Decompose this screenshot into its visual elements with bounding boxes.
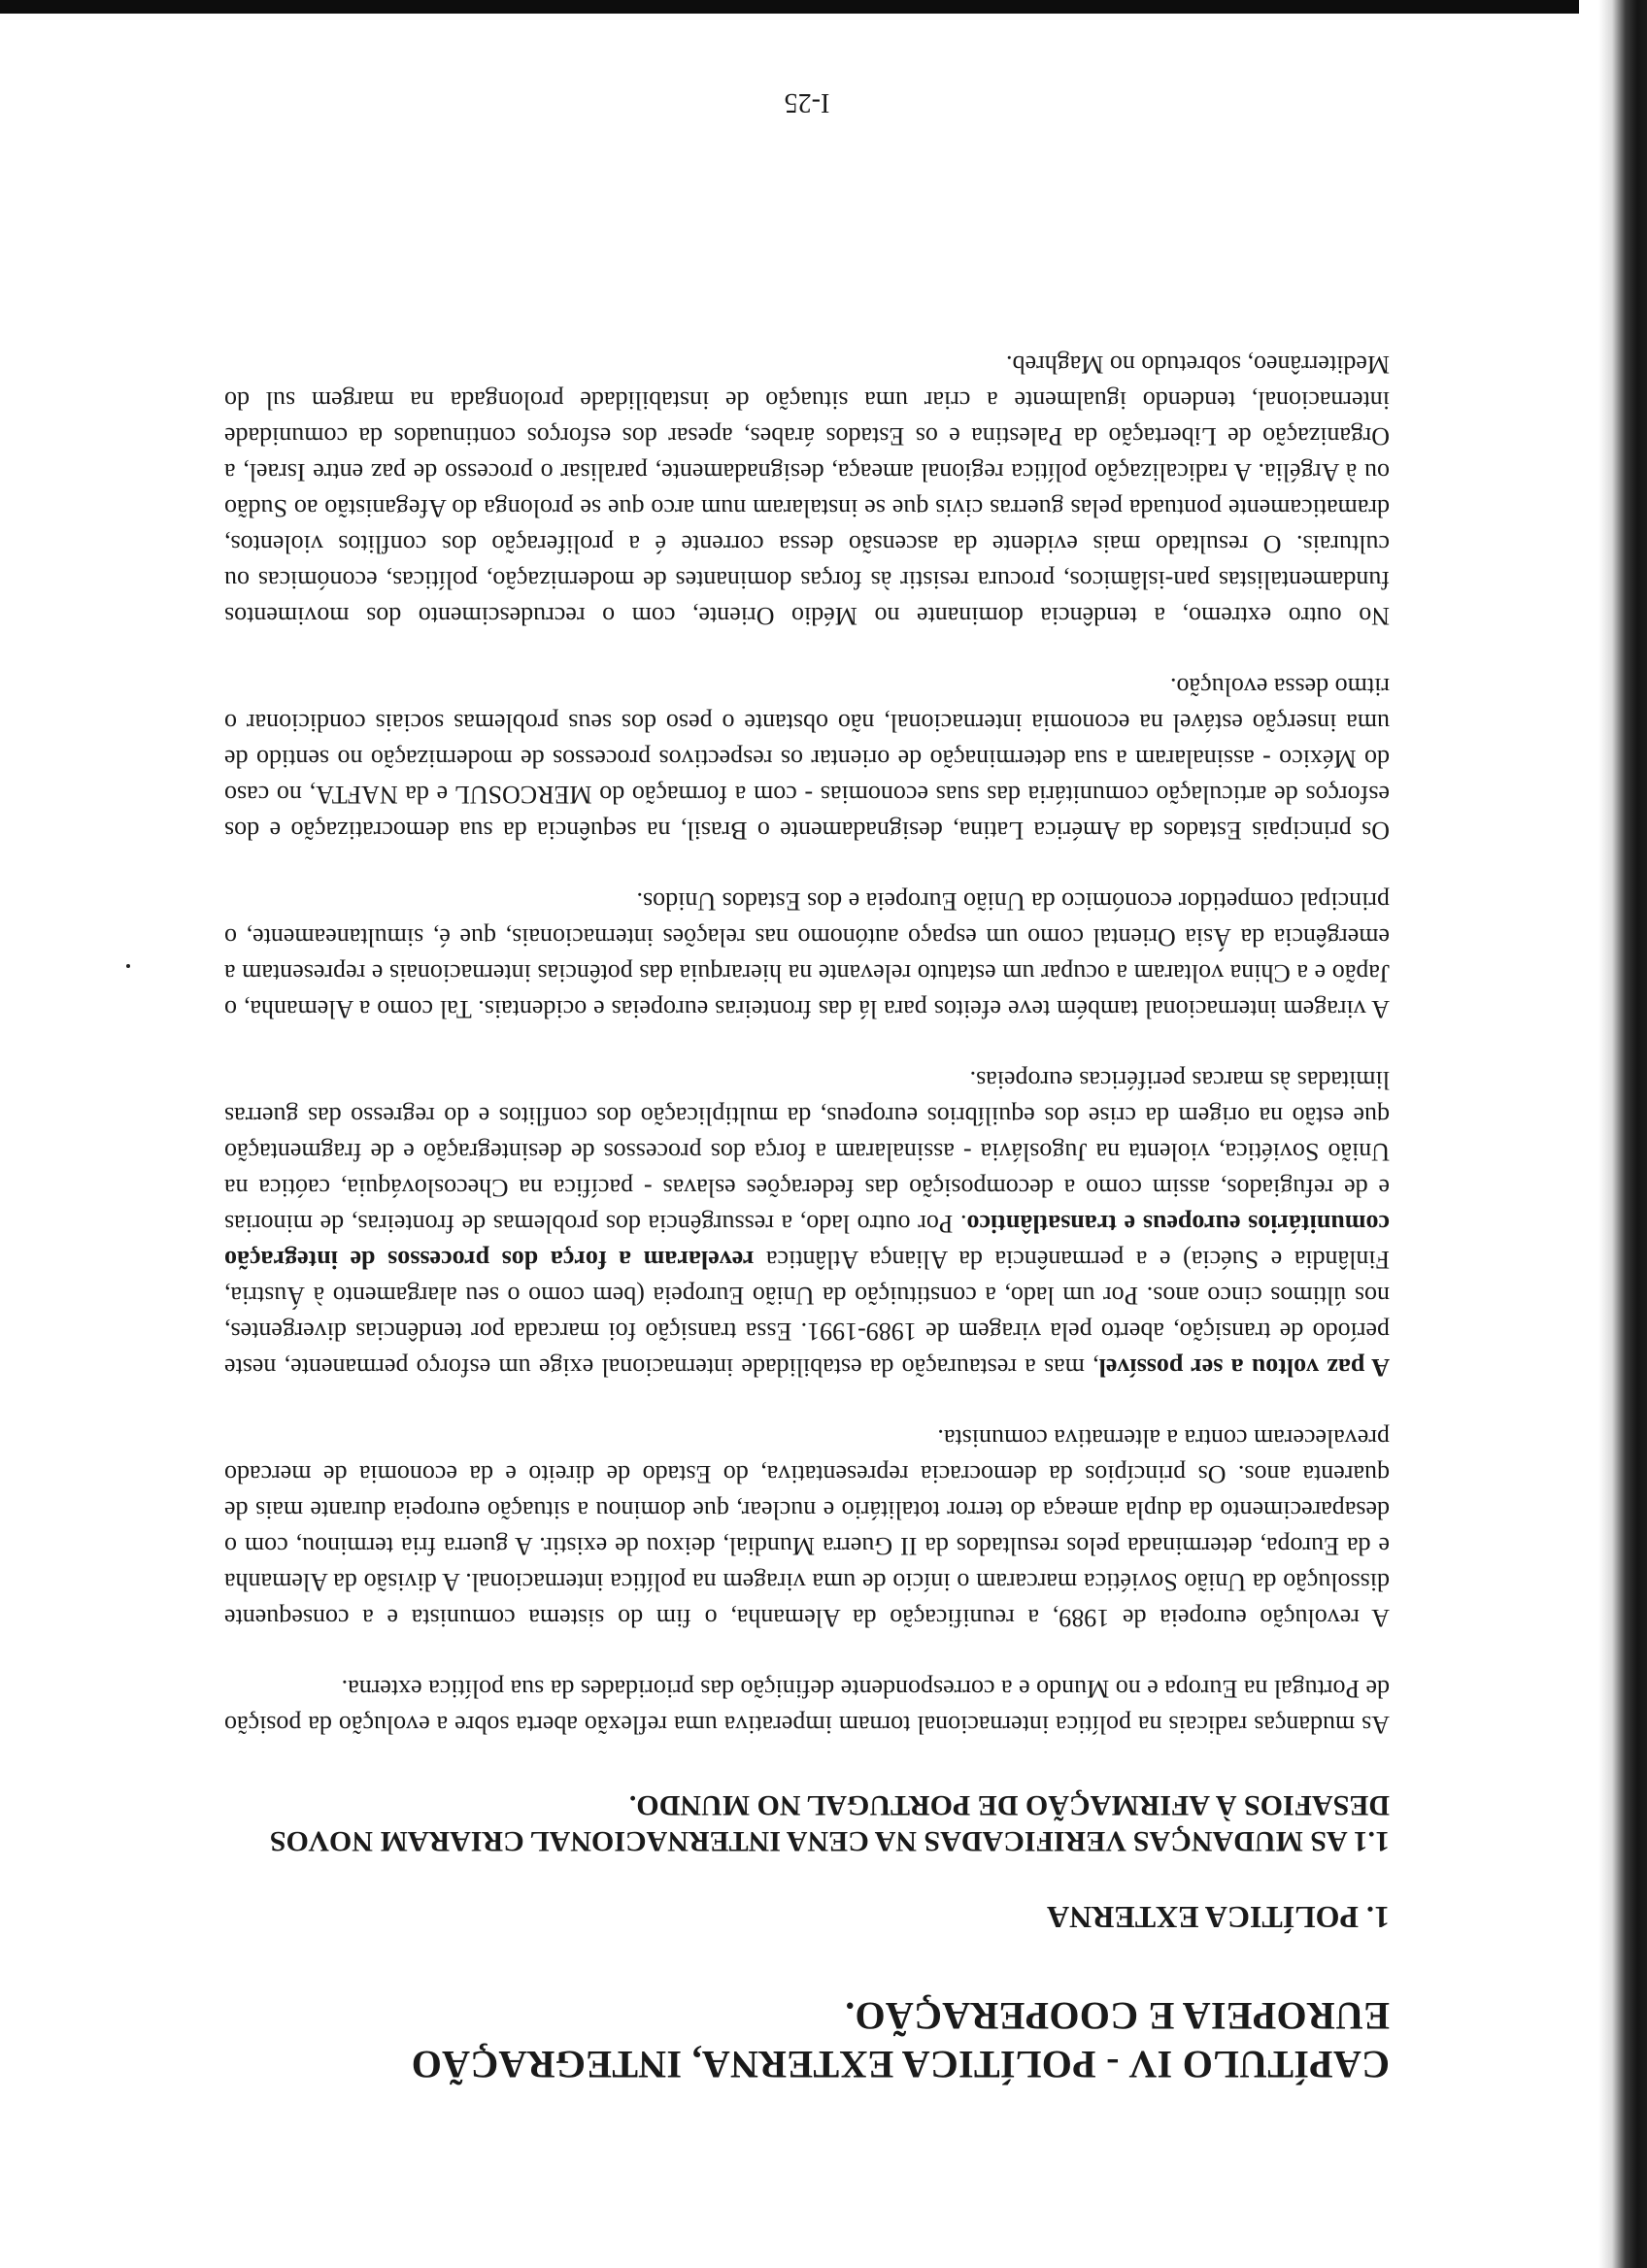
paragraph-1: As mudanças radicais na política internacional tornam imperativa uma reflexão aberta sobre a evolução da posição de Portugal na Europa e no Mundo e a correspondente definição das prioridades da sua política externa. xyxy=(224,1675,1390,1739)
paragraph-2: A revolução europeia de 1989, a reunificação da Alemanha, o fim do sistema comunista e a consequente dissolução da União Soviética marcaram o início de uma viragem na política internacional. A divisão da Alemanha e da Europa, determinada pelos resultados da II Guerra Mundial, deixou de existir. A guerra fria terminou, com o desaparecimento da dupla ameaça do terror totalitário e nuclear, que dominou a situação europeia durante mais de quarenta anos. Os princípios da democracia representativa, do Estado de direito e da economia de mercado prevaleceram contra a alternativa comunista. xyxy=(224,1424,1390,1632)
page-content xyxy=(224,87,1390,2088)
scan-speck xyxy=(126,964,130,968)
bold-phrase-integration: revelaram a força dos processos de integração comunitários europeus e transatlântico xyxy=(224,1210,1390,1274)
paragraph-5: Os principais Estados da América Latina, designadamente o Brasil, na sequência da sua democratização e dos esforços de articulação comunitária das suas economias - com a formação do MERCOSUL e da NAFTA, no caso do México - assinalaram a sua determinação de orientar os respectivos processos de modernização no sentido de uma inserção estável na economia internacional, não obstante o peso dos seus problemas sociais condicionar o ritmo dessa evolução. xyxy=(224,673,1390,845)
page-number: I-25 xyxy=(784,87,830,117)
paragraph-6: No outro extremo, a tendência dominante no Médio Oriente, com o recrudescimento dos movimentos fundamentalistas pan-islâmicos, procura resistir às forças dominantes de modernização, políticas, económicas ou culturais. O resultado mais evidente da ascensão dessa corrente é a proliferação dos conflitos violentos, dramaticamente pontuada pelas guerras civis que se instalaram num arco que se prolonga do Afeganistão ao Sudão ou à Argélia. A radicalização política regional ameaça, designadamente, paralisar o processo de paz entre Israel, a Organização de Libertação da Palestina e os Estados árabes, apesar dos esforços continuados da comunidade internacional, tendendo igualmente a criar uma situação de instabilidade prolongada na margem sul do Mediterrâneo, sobretudo no Maghreb. xyxy=(224,350,1390,630)
bold-phrase-peace: A paz voltou a ser possível xyxy=(1098,1353,1390,1382)
paragraph-4: A viragem internacional também teve efeitos para lá das fronteiras europeias e ocidentais. Tal como a Alemanha, o Japão e a China voltaram a ocupar um estatuto relevante na hierarquia das potências internacionais e representam a emergência da Ásia Oriental como um espaço autónomo nas relações internacionais, que é, simultaneamente, o principal competidor económico da União Europeia e dos Estados Unidos. xyxy=(224,887,1390,1023)
section-title: 1. POLÍTICA EXTERNA xyxy=(1047,1900,1390,1935)
paragraph-3-text-b: . Por outro lado, a ressurgência dos problemas de fronteiras, de minorias e de refugiados, assim como a decomposição das federações eslavas - pacífica na Checoslováquia, caótica na União Soviética, violenta na Jugoslávia - assinalaram a força dos processos de desintegração e de fragmentação que estão na origem da crise dos equilíbrios europeus, da multiplicação dos conflitos e do regresso das guerras limitadas às marcas periféricas europeias. xyxy=(224,1066,1390,1238)
paragraph-3 xyxy=(224,1062,1390,1385)
chapter-title: CAPÍTULO IV - POLÍTICA EXTERNA, INTEGRAÇÃO EUROPEIA E COOPERAÇÃO. xyxy=(411,1994,1390,2086)
paragraph-3-text-a: , mas a restauração da estabilidade internacional exige um esforço permanente, neste período de transição, aberto pela viragem de 1989-1991. Essa transição foi marcada por tendências divergentes, nos últimos cinco anos. Por um lado, a constituição da União Europeia (bem como o seu alargamento à Áustria, Finlândia e Suécia) e a permanência da Aliança Atlântica xyxy=(224,1246,1390,1382)
subsection-title: 1.1 AS MUDANÇAS VERIFICADAS NA CENA INTERNACIONAL CRIARAM NOVOS DESAFIOS À AFIRMAÇÃO DE PORTUGAL NO MUNDO. xyxy=(269,1789,1390,1857)
